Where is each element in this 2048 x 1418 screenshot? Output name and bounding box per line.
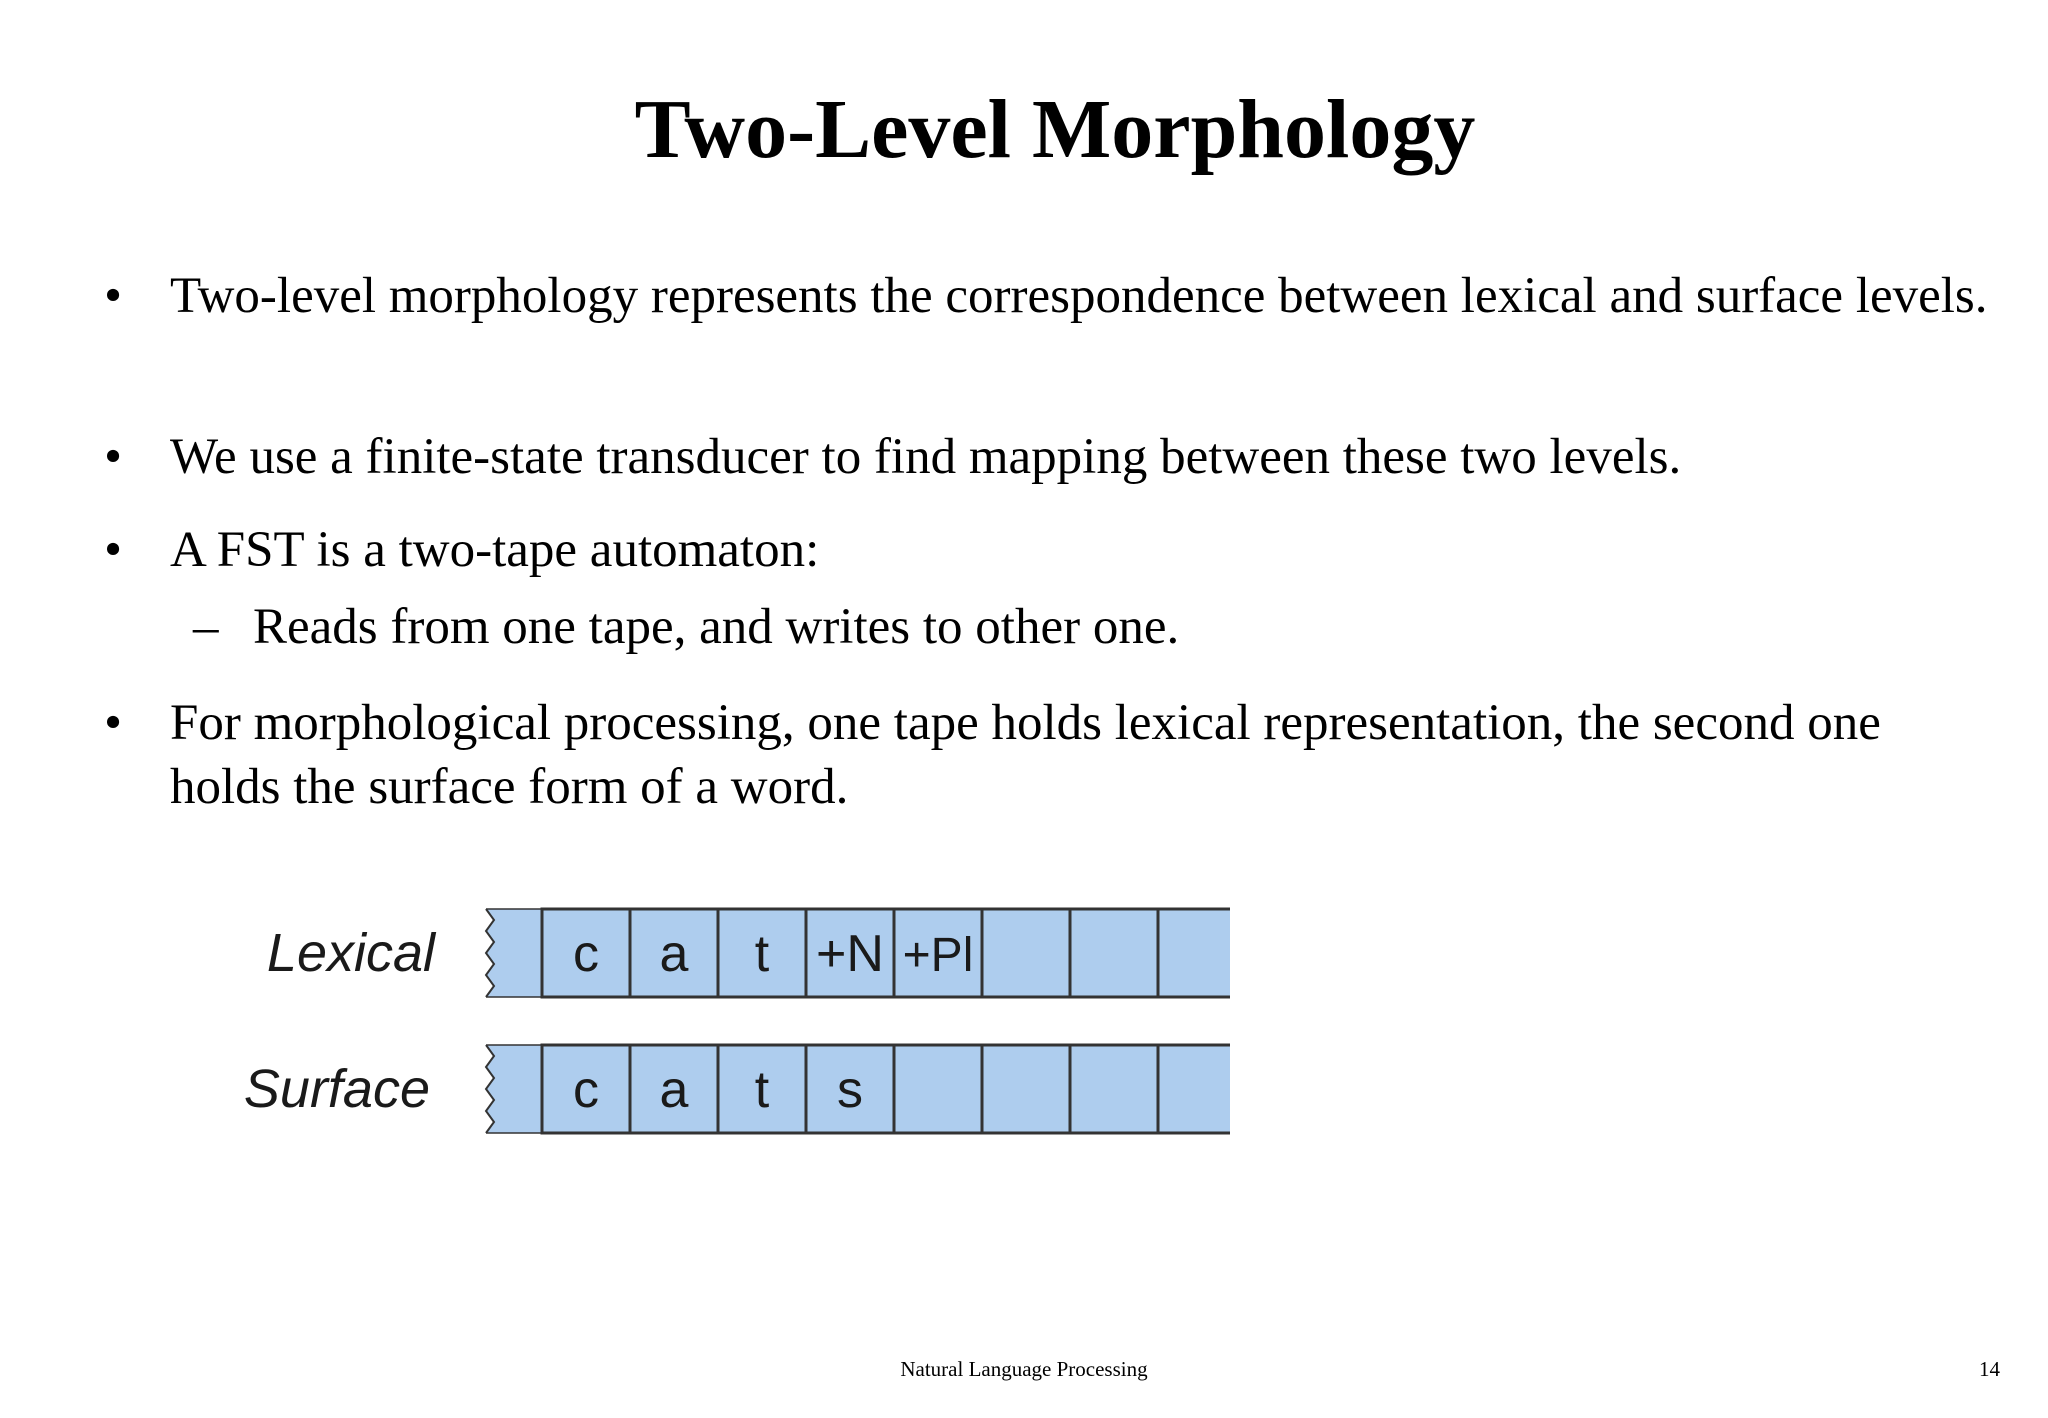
bullet-text: Two-level morphology represents the correspondence between lexical and surface levels. (170, 268, 1988, 324)
surface-tape-cell (1070, 1045, 1158, 1133)
slide-title: Two-Level Morphology (634, 83, 1476, 176)
surface-tape-cell (982, 1045, 1070, 1133)
bullet-marker: • (104, 695, 122, 751)
footer-course-name: Natural Language Processing (900, 1357, 1148, 1381)
surface-tape (470, 1039, 1230, 1139)
lexical-tape-cell (1070, 909, 1158, 997)
lexical-tape (470, 903, 1230, 1003)
surface-tape-cell (1158, 1045, 1230, 1133)
lexical-tape-cell (982, 909, 1070, 997)
lexical-tape-symbol: t (754, 925, 770, 983)
surface-tape-symbol: t (754, 1061, 770, 1119)
bullet-text: For morphological processing, one tape holds lexical representation, the second one holds the surface form of a word. (170, 695, 1881, 815)
lexical-tape-label: Lexical (266, 923, 435, 983)
lexical-tape-symbol: a (659, 925, 689, 983)
sub-bullet-item (193, 595, 1953, 659)
surface-tape-symbol: c (573, 1061, 599, 1119)
bullet-marker: • (104, 268, 122, 324)
lexical-tape-cell (1158, 909, 1230, 997)
surface-tape-cell (894, 1045, 982, 1133)
bullet-item (104, 518, 2000, 582)
surface-tape-label: Surface (243, 1059, 430, 1119)
lexical-tape-symbol: +Pl (902, 929, 974, 982)
lexical-tape-symbol: c (573, 925, 599, 983)
surface-tape-symbol: a (659, 1061, 689, 1119)
bullet-text: A FST is a two-tape automaton: (170, 522, 820, 578)
bullet-marker: • (104, 522, 122, 578)
bullet-text: We use a finite-state transducer to find mapping between these two levels. (170, 429, 1682, 485)
bullet-item (104, 264, 2000, 328)
page-number: 14 (1979, 1357, 2000, 1381)
bullet-item (104, 425, 2000, 489)
bullet-marker: • (104, 429, 122, 485)
sub-bullet-text: Reads from one tape, and writes to other one. (253, 599, 1180, 655)
surface-tape-symbol: s (837, 1061, 863, 1119)
bullet-item (104, 691, 2000, 819)
lexical-tape-symbol: +N (816, 925, 884, 983)
sub-bullet-marker: – (193, 599, 219, 655)
